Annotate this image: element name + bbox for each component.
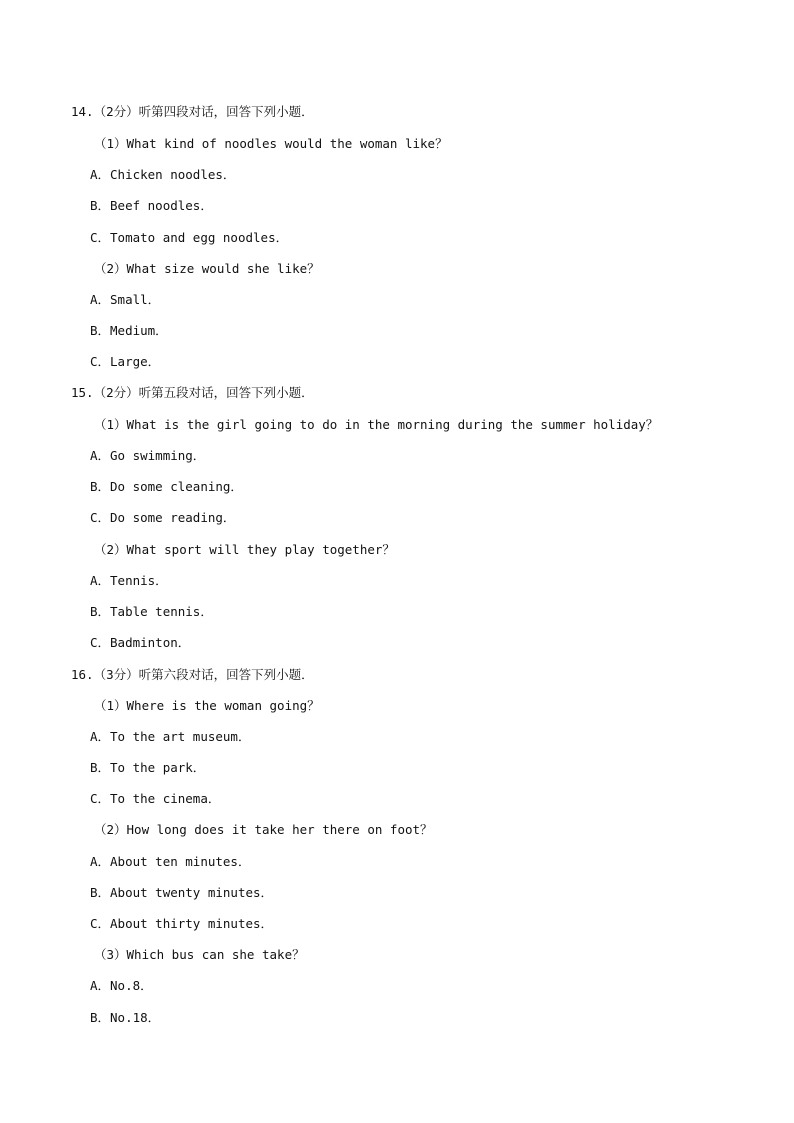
question-14-sub-2-option-b: B．Medium． (90, 323, 168, 338)
question-15-header: 15.（2分）听第五段对话，回答下列小题． (71, 385, 314, 400)
question-14-sub-1-prompt: （1）What kind of noodles would the woman like？ (94, 136, 448, 151)
question-15-sub-2-prompt: （2）What sport will they play together？ (94, 542, 395, 557)
question-16-sub-1-option-c: C．To the cinema． (90, 791, 221, 806)
question-16-sub-3-option-b: B．No.18． (90, 1010, 161, 1025)
question-15-sub-1-prompt: （1）What is the girl going to do in the morning during the summer holiday？ (94, 417, 659, 432)
question-15-sub-2-option-c: C．Badminton． (90, 635, 191, 650)
question-15-sub-1-option-a: A．Go swimming． (90, 448, 206, 463)
question-16-sub-2-option-a: A．About ten minutes． (90, 854, 251, 869)
question-16-sub-1-option-a: A．To the art museum． (90, 729, 251, 744)
question-16-sub-3-prompt: （3）Which bus can she take？ (94, 947, 305, 962)
question-15-sub-2-option-a: A．Tennis． (90, 573, 168, 588)
question-14-sub-1-option-a: A．Chicken noodles． (90, 167, 236, 182)
question-16-sub-2-option-b: B．About twenty minutes． (90, 885, 274, 900)
question-15-sub-1-option-b: B．Do some cleaning． (90, 479, 243, 494)
question-15-sub-2-option-b: B．Table tennis． (90, 604, 213, 619)
question-16-header: 16.（3分）听第六段对话，回答下列小题． (71, 667, 314, 682)
question-14-sub-2-option-a: A．Small． (90, 292, 161, 307)
question-14-sub-2-prompt: （2）What size would she like？ (94, 261, 320, 276)
question-14-sub-1-option-c: C．Tomato and egg noodles． (90, 230, 289, 245)
question-16-sub-2-option-c: C．About thirty minutes． (90, 916, 274, 931)
question-16-sub-3-option-a: A．No.8． (90, 978, 153, 993)
question-16-sub-1-option-b: B．To the park． (90, 760, 206, 775)
question-15-sub-1-option-c: C．Do some reading． (90, 510, 236, 525)
question-14-sub-2-option-c: C．Large． (90, 354, 161, 369)
question-14-header: 14.（2分）听第四段对话，回答下列小题． (71, 104, 314, 119)
question-16-sub-1-prompt: （1）Where is the woman going？ (94, 698, 320, 713)
question-16-sub-2-prompt: （2）How long does it take her there on foot？ (94, 822, 433, 837)
question-14-sub-1-option-b: B．Beef noodles． (90, 198, 213, 213)
